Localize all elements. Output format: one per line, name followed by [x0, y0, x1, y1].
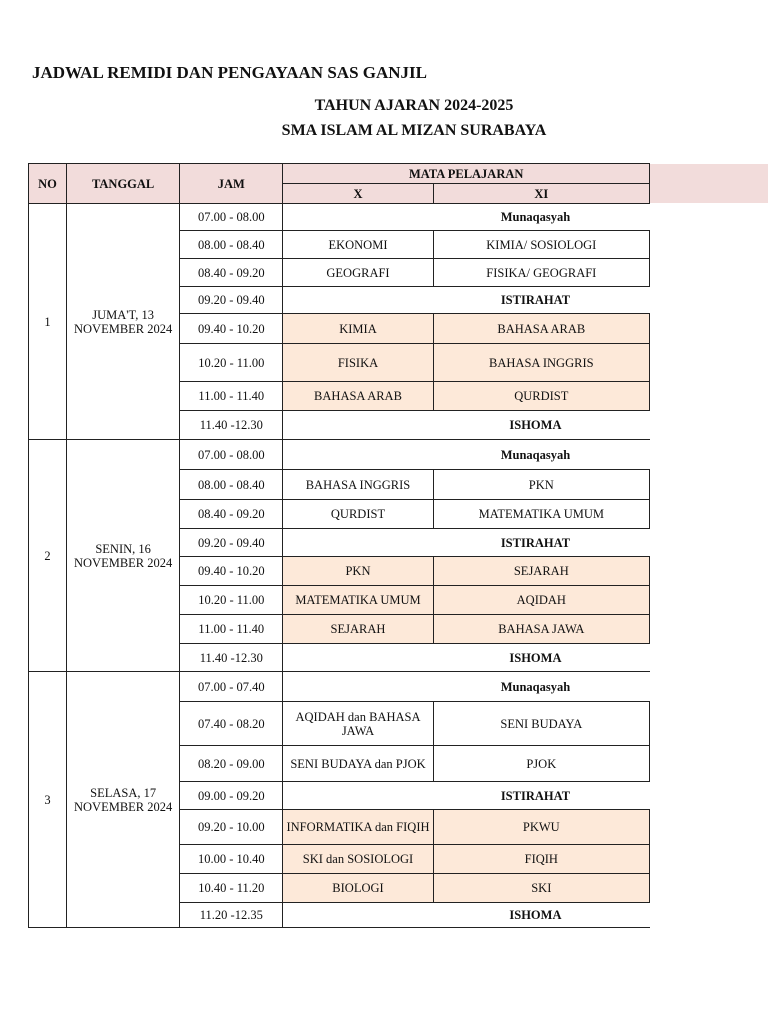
subject-class-xi: KIMIA/ SOSIOLOGI	[433, 231, 649, 259]
subject-class-xi: FIQIH	[433, 845, 649, 874]
time-slot: 09.40 - 10.20	[180, 557, 283, 586]
subject-class-x: FISIKA	[283, 344, 433, 382]
header-jam: JAM	[180, 164, 283, 204]
subject-class-x: INFORMATIKA dan FIQIH	[283, 810, 433, 845]
school-name-title: SMA ISLAM AL MIZAN SURABAYA	[281, 122, 547, 139]
time-slot: 08.40 - 09.20	[180, 500, 283, 529]
time-slot: 08.20 - 09.00	[180, 746, 283, 782]
time-slot: 11.20 -12.35	[180, 903, 283, 928]
time-slot: 09.20 - 10.00	[180, 810, 283, 845]
time-slot: 07.00 - 08.00	[180, 204, 283, 231]
time-slot: 11.00 - 11.40	[180, 615, 283, 644]
time-slot: 07.00 - 07.40	[180, 672, 283, 702]
subject-class-xi: PKN	[433, 470, 649, 500]
subject-class-xi: BAHASA INGGRIS	[433, 344, 649, 382]
table-row	[29, 204, 650, 231]
subject-class-x: BAHASA ARAB	[283, 382, 433, 411]
subject-class-x: AQIDAH dan BAHASA JAWA	[283, 702, 433, 746]
time-slot: 09.00 - 09.20	[180, 782, 283, 810]
break-label: Munaqasyah	[283, 440, 650, 470]
time-slot: 10.20 - 11.00	[180, 586, 283, 615]
break-label: ISHOMA	[283, 644, 650, 672]
time-slot: 11.40 -12.30	[180, 411, 283, 440]
header-class-x: X	[283, 184, 433, 204]
header-class-xi: XI	[433, 184, 649, 204]
time-slot: 10.00 - 10.40	[180, 845, 283, 874]
subject-class-x: QURDIST	[283, 500, 433, 529]
subject-class-x: MATEMATIKA UMUM	[283, 586, 433, 615]
header-no: NO	[29, 164, 67, 204]
day-number: 2	[29, 440, 67, 672]
time-slot: 09.40 - 10.20	[180, 314, 283, 344]
subject-class-xi: PJOK	[433, 746, 649, 782]
subject-class-xi: SEJARAH	[433, 557, 649, 586]
table-row	[29, 672, 650, 702]
day-date: SELASA, 17 NOVEMBER 2024	[67, 672, 180, 928]
header-mata-pelajaran: MATA PELAJARAN	[283, 164, 650, 184]
time-slot: 11.40 -12.30	[180, 644, 283, 672]
schedule-table	[28, 163, 650, 928]
time-slot: 10.40 - 11.20	[180, 874, 283, 903]
break-label: ISHOMA	[283, 903, 650, 928]
time-slot: 09.20 - 09.40	[180, 529, 283, 557]
subject-class-x: PKN	[283, 557, 433, 586]
day-number: 1	[29, 204, 67, 440]
subject-class-x: BAHASA INGGRIS	[283, 470, 433, 500]
subject-class-x: SEJARAH	[283, 615, 433, 644]
subject-class-x: SENI BUDAYA dan PJOK	[283, 746, 433, 782]
subject-class-x: EKONOMI	[283, 231, 433, 259]
subject-class-xi: QURDIST	[433, 382, 649, 411]
time-slot: 07.40 - 08.20	[180, 702, 283, 746]
subject-class-xi: BAHASA JAWA	[433, 615, 649, 644]
subject-class-x: GEOGRAFI	[283, 259, 433, 287]
header-tanggal: TANGGAL	[67, 164, 180, 204]
day-number: 3	[29, 672, 67, 928]
subject-class-xi: SKI	[433, 874, 649, 903]
day-date: JUMA'T, 13 NOVEMBER 2024	[67, 204, 180, 440]
day-date: SENIN, 16 NOVEMBER 2024	[67, 440, 180, 672]
time-slot: 08.40 - 09.20	[180, 259, 283, 287]
time-slot: 07.00 - 08.00	[180, 440, 283, 470]
subject-class-xi: FISIKA/ GEOGRAFI	[433, 259, 649, 287]
break-label: ISTIRAHAT	[283, 287, 650, 314]
subject-class-xi: BAHASA ARAB	[433, 314, 649, 344]
break-label: ISHOMA	[283, 411, 650, 440]
time-slot: 11.00 - 11.40	[180, 382, 283, 411]
time-slot: 08.00 - 08.40	[180, 470, 283, 500]
break-label: Munaqasyah	[283, 672, 650, 702]
break-label: ISTIRAHAT	[283, 529, 650, 557]
subject-class-x: SKI dan SOSIOLOGI	[283, 845, 433, 874]
subject-class-xi: MATEMATIKA UMUM	[433, 500, 649, 529]
time-slot: 10.20 - 11.00	[180, 344, 283, 382]
subject-class-xi: PKWU	[433, 810, 649, 845]
break-label: Munaqasyah	[283, 204, 650, 231]
table-row	[29, 440, 650, 470]
header-fill-extension	[649, 164, 768, 203]
time-slot: 08.00 - 08.40	[180, 231, 283, 259]
academic-year-title: TAHUN AJARAN 2024-2025	[314, 97, 514, 114]
schedule-body	[29, 204, 650, 928]
subject-class-xi: SENI BUDAYA	[433, 702, 649, 746]
subject-class-x: BIOLOGI	[283, 874, 433, 903]
page-title: JADWAL REMIDI DAN PENGAYAAN SAS GANJIL	[32, 63, 428, 80]
subject-class-xi: AQIDAH	[433, 586, 649, 615]
subject-class-x: KIMIA	[283, 314, 433, 344]
break-label: ISTIRAHAT	[283, 782, 650, 810]
time-slot: 09.20 - 09.40	[180, 287, 283, 314]
